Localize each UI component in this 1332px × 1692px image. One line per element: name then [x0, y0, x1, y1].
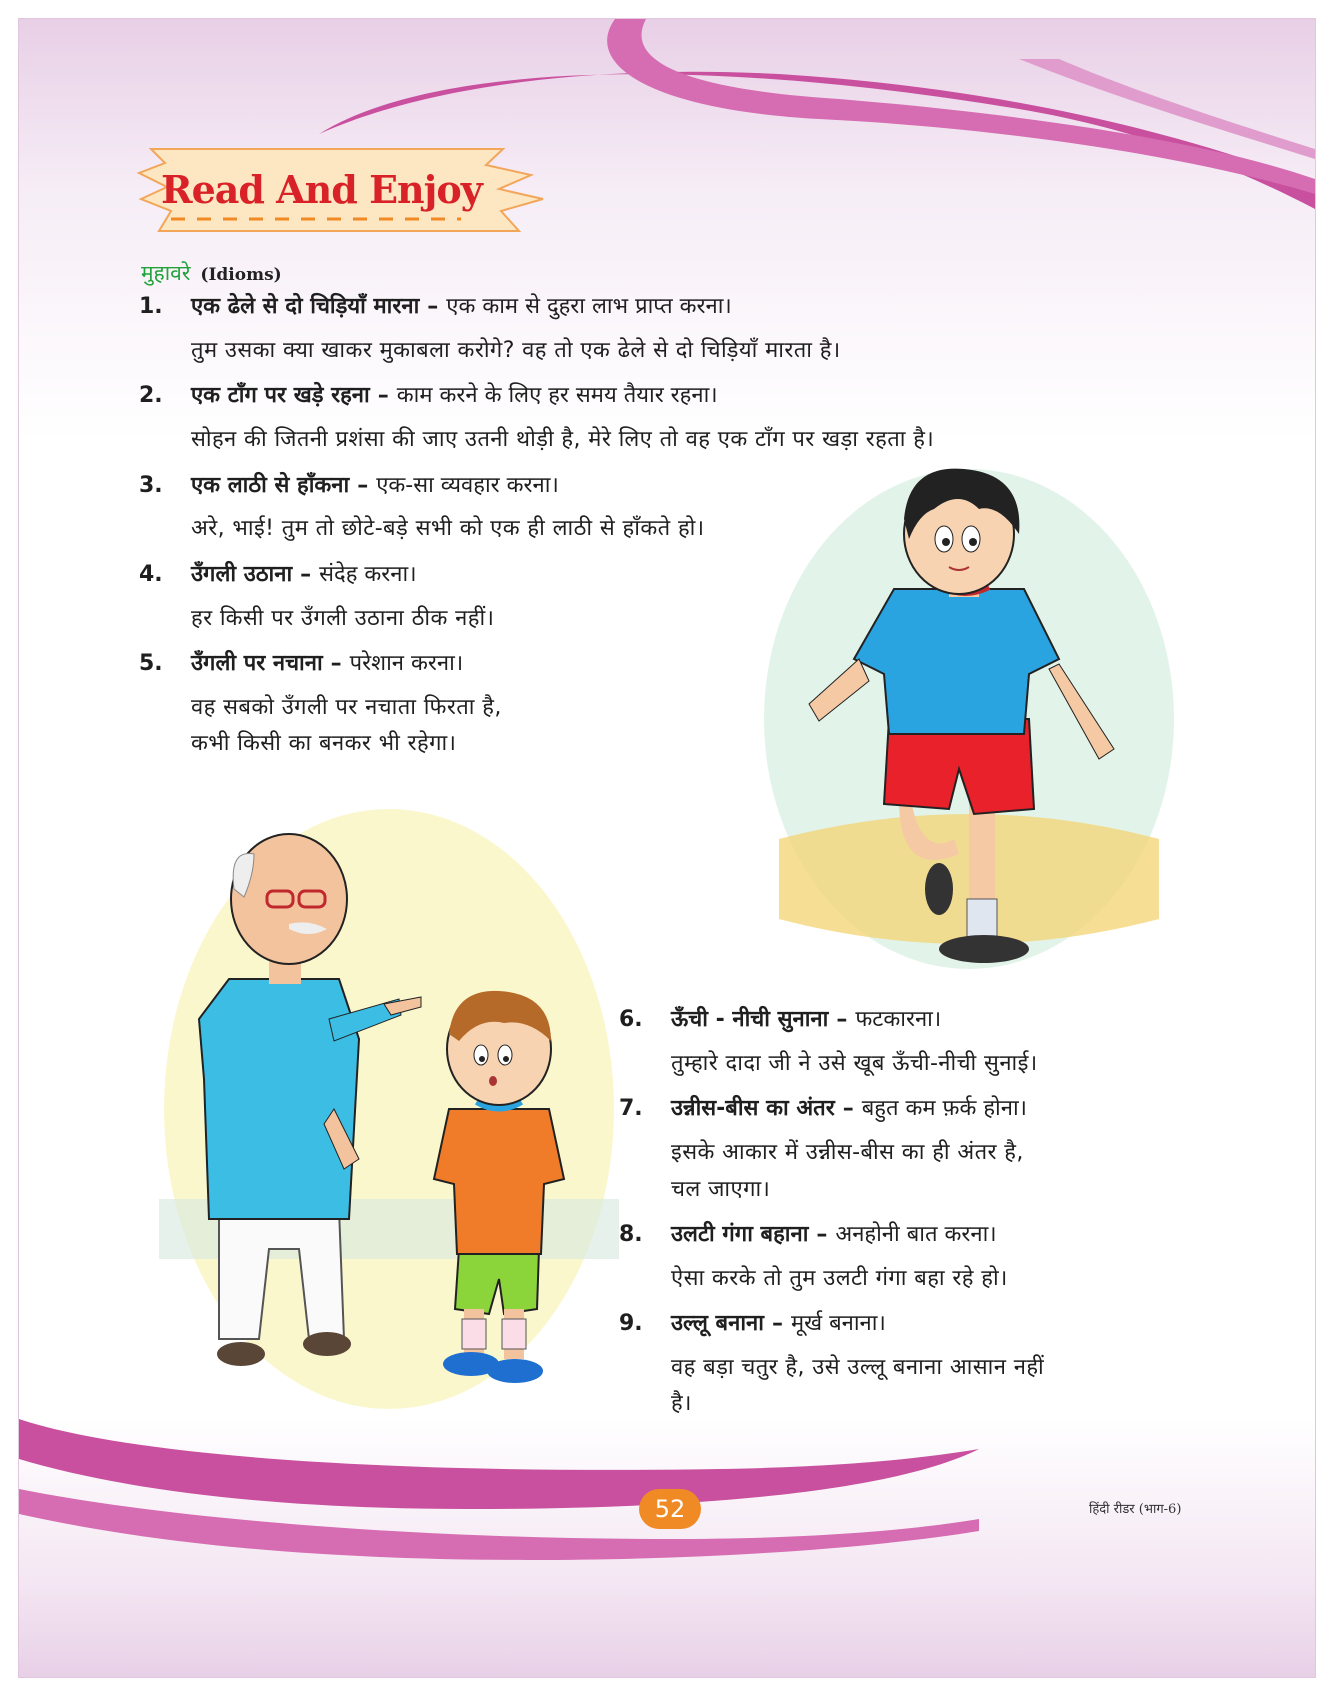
- idiom-term: एक ढेले से दो चिड़ियाँ मारना: [191, 294, 420, 319]
- idiom-7-example-line-2: चल जाएगा।: [671, 1177, 771, 1202]
- idiom-9-example-line-1: वह बड़ा चतुर है, उसे उल्लू बनाना आसान नहीं: [671, 1355, 1045, 1380]
- idiom-dash: –: [836, 1007, 848, 1032]
- idiom-7: [619, 1098, 1027, 1120]
- idiom-dash: –: [300, 562, 312, 587]
- idiom-dash: –: [377, 383, 389, 408]
- idiom-number: 9.: [619, 1311, 643, 1336]
- idiom-meaning: मूर्ख बनाना।: [790, 1311, 886, 1336]
- idiom-5-example-line-1: वह सबको उँगली पर नचाता फिरता है,: [191, 695, 502, 720]
- idiom-term: एक टाँग पर खड़े रहना: [191, 383, 370, 408]
- book-page: [18, 18, 1316, 1678]
- idiom-number: 3.: [139, 473, 163, 498]
- idiom-number: 7.: [619, 1096, 643, 1121]
- idiom-term: उलटी गंगा बहाना: [671, 1222, 809, 1247]
- idiom-dash: –: [357, 473, 369, 498]
- idiom-9: [619, 1313, 886, 1335]
- idiom-number: 4.: [139, 562, 163, 587]
- idiom-dash: –: [330, 651, 342, 676]
- idiom-number: 1.: [139, 294, 163, 319]
- idiom-meaning: एक काम से दुहरा लाभ प्राप्त करना।: [446, 294, 732, 319]
- banner-title: Read And Enjoy: [161, 167, 482, 212]
- idiom-term: उन्नीस-बीस का अंतर: [671, 1096, 835, 1121]
- idiom-term: उँगली उठाना: [191, 562, 293, 587]
- idiom-7-example-line-1: इसके आकार में उन्नीस-बीस का ही अंतर है,: [671, 1140, 1024, 1165]
- idiom-meaning: बहुत कम फ़र्क होना।: [861, 1096, 1028, 1121]
- grandfather-and-boy-illustration: [159, 779, 619, 1409]
- idiom-meaning: काम करने के लिए हर समय तैयार रहना।: [396, 383, 718, 408]
- idiom-1-example: तुम उसका क्या खाकर मुकाबला करोगे? वह तो एक ढेले से दो चिड़ियाँ मारता है।: [191, 338, 841, 363]
- section-heading-english: (Idioms): [200, 265, 282, 285]
- idiom-2: [139, 385, 718, 407]
- idiom-1: [139, 296, 732, 318]
- idiom-term: उँगली पर नचाना: [191, 651, 323, 676]
- idiom-meaning: अनहोनी बात करना।: [835, 1222, 997, 1247]
- idiom-meaning: संदेह करना।: [319, 562, 417, 587]
- idiom-dash: –: [427, 294, 439, 319]
- idiom-meaning: परेशान करना।: [349, 651, 464, 676]
- idiom-number: 5.: [139, 651, 163, 676]
- idiom-2-example: सोहन की जितनी प्रशंसा की जाए उतनी थोड़ी है, मेरे लिए तो वह एक टाँग पर खड़ा रहता है।: [191, 427, 935, 452]
- idiom-3: [139, 475, 559, 497]
- idiom-number: 6.: [619, 1007, 643, 1032]
- section-heading: [141, 259, 282, 287]
- idiom-term: ऊँची - नीची सुनाना: [671, 1007, 829, 1032]
- idiom-3-example: अरे, भाई! तुम तो छोटे-बड़े सभी को एक ही लाठी से हाँकते हो।: [191, 516, 705, 541]
- idiom-dash: –: [842, 1096, 854, 1121]
- idiom-6-example: तुम्हारे दादा जी ने उसे खूब ऊँची-नीची सुनाई।: [671, 1051, 1038, 1076]
- idiom-number: 8.: [619, 1222, 643, 1247]
- idiom-5-example-line-2: कभी किसी का बनकर भी रहेगा।: [191, 731, 457, 756]
- idiom-dash: –: [771, 1311, 783, 1336]
- idiom-6: [619, 1009, 941, 1031]
- page-number-badge: 52: [639, 1489, 701, 1529]
- section-heading-hindi: मुहावरे: [141, 261, 191, 285]
- idiom-8: [619, 1224, 997, 1246]
- idiom-8-example: ऐसा करके तो तुम उलटी गंगा बहा रहे हो।: [671, 1266, 1008, 1291]
- idiom-term: एक लाठी से हाँकना: [191, 473, 350, 498]
- idiom-number: 2.: [139, 383, 163, 408]
- idiom-4: [139, 564, 417, 586]
- idiom-dash: –: [816, 1222, 828, 1247]
- idiom-term: उल्लू बनाना: [671, 1311, 764, 1336]
- idiom-5: [139, 653, 463, 675]
- book-title-footer: हिंदी रीडर (भाग-6): [1089, 1502, 1182, 1517]
- idiom-4-example: हर किसी पर उँगली उठाना ठीक नहीं।: [191, 606, 495, 631]
- boy-standing-illustration: [759, 459, 1179, 979]
- idiom-9-example-line-2: है।: [671, 1391, 692, 1416]
- idiom-meaning: फटकारना।: [855, 1007, 942, 1032]
- idiom-meaning: एक-सा व्यवहार करना।: [376, 473, 559, 498]
